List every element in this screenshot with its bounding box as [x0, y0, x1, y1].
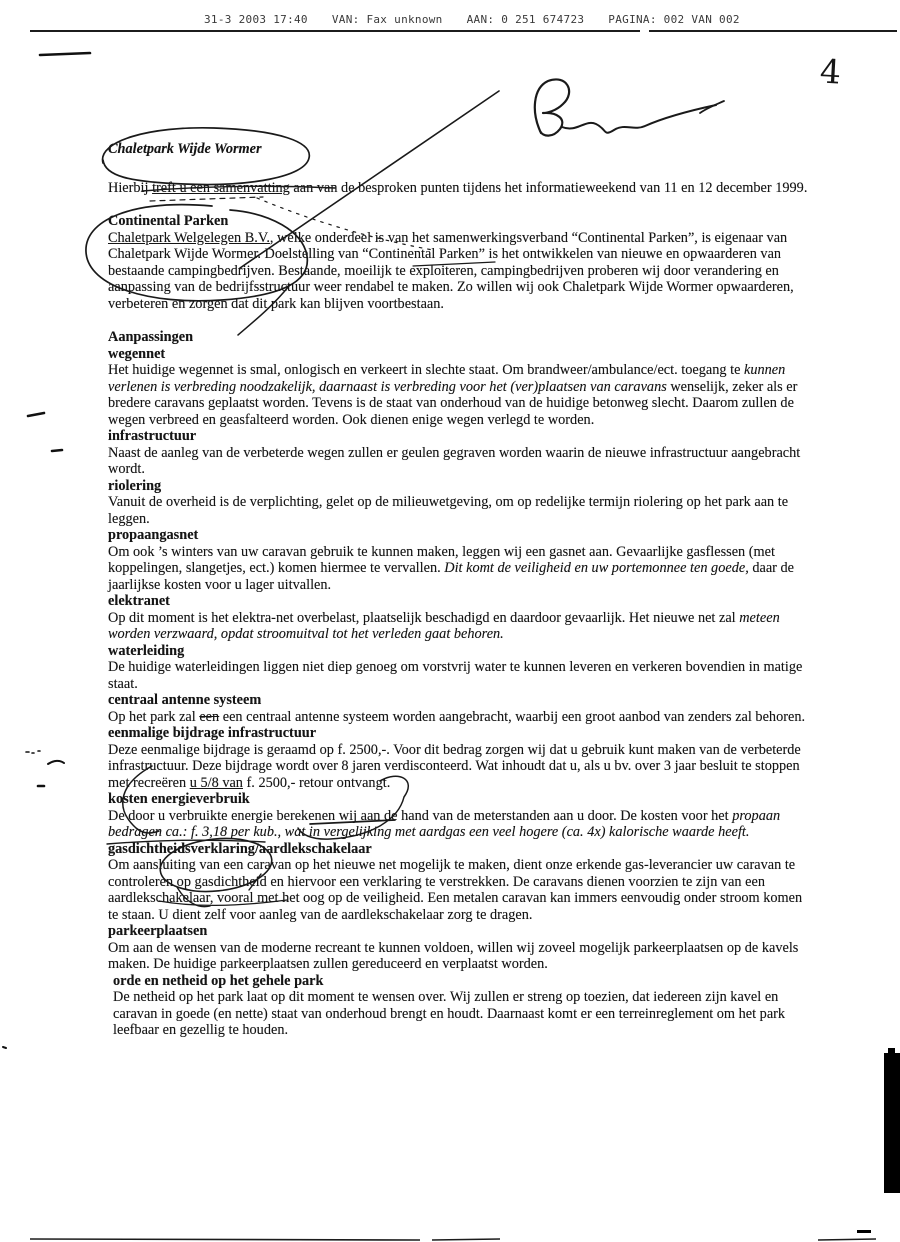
- section-heading: Continental Parken: [108, 213, 229, 229]
- text-run: Op het park zal: [108, 708, 200, 725]
- section-paragraph: [108, 610, 812, 643]
- header-rule: [30, 30, 897, 32]
- section-heading: parkeerplaatsen: [108, 923, 208, 939]
- text-run: u 5/8 van: [189, 774, 243, 791]
- text-run: een: [199, 708, 220, 725]
- text-run: treft u een samenvatting: [152, 179, 290, 196]
- section-paragraph: [108, 940, 812, 973]
- section-heading: riolering: [108, 477, 162, 494]
- section-paragraph: [108, 857, 812, 923]
- text-run: Het huidige wegennet is smal, onlogisch en verkeert in slechte staat. Om brandweer/ambulance/ect. toegang te: [108, 362, 744, 378]
- text-run: Op dit moment is het elektra-net overbelast, plaatselijk beschadigd en daardoor gevaarlijk. Het nieuwe net zal: [108, 609, 740, 626]
- text-run: daar de jaarlijkse kosten voor u lager uitvallen.: [108, 560, 795, 593]
- section-paragraph: [108, 180, 812, 197]
- section-heading: propaangasnet: [108, 527, 199, 543]
- text-run: Vanuit de overheid is de verplichting, gelet op de milieuwetgeving, om op redelijke termijn riolering op het park aan te leggen.: [108, 494, 789, 527]
- document-title: Chaletpark Wijde Wormer: [108, 141, 262, 157]
- fax-sender: VAN: Fax unknown: [331, 13, 443, 26]
- section-paragraph: [108, 445, 812, 478]
- text-run: Chaletpark Welgelegen B.V.: [108, 229, 270, 246]
- document-sections: [108, 180, 812, 1039]
- text-run: kunnen verlenen is verbreding noodzakelijk, daarnaast is verbreding voor het (ver)plaatsen van caravans: [108, 362, 786, 395]
- section-heading: wegennet: [108, 345, 166, 362]
- section-heading: waterleiding: [108, 642, 185, 659]
- fax-header: [204, 13, 740, 26]
- handwritten-page-number: 4: [818, 51, 842, 92]
- text-run: wenselijk, zeker als er bredere caravans geplaatst worden. Tevens is de staat van onderhoud van de huidige betonweg slecht. Daarom zullen de wegen verbreed en geasfalteerd worden. Ook dienen enige wegen verlegd te worden.: [108, 378, 798, 428]
- section-heading: Aanpassingen: [108, 329, 194, 345]
- fax-datetime: 31-3 2003 17:40: [204, 13, 308, 26]
- text-run: Deze eenmalige bijdrage is geraamd op f. 2500,-. Voor dit bedrag zorgen wij dat u gebruik kunt maken van de verbeterde infrastructuur. Deze bijdrage wordt over 8 jaren verdisconteerd. Wat inhoudt dat u, als u bv. over 3 jaar besluit te stoppen met recreëren: [108, 741, 801, 791]
- section-heading: orde en netheid op het gehele park: [113, 972, 324, 989]
- text-run: propaan bedragen ca.: f. 3,18 per kub., wat in vergelijking met aardgas een veel hogere (ca. 4x) kalorische waarde heeft.: [108, 807, 781, 840]
- section-paragraph: [108, 494, 812, 527]
- text-run: een centraal antenne systeem worden aangebracht, waarbij een groot aanbod van zenders zal behoren.: [219, 708, 806, 725]
- section-paragraph: [108, 808, 812, 841]
- text-run: Om aansluiting van een caravan op het nieuwe net mogelijk te maken, dient onze erkende gas-leverancier uw caravan te controleren op gasdichtheid en hiervoor een verklaring te verstrekken. De caravans dienen voorzien te zijn van een aardlekschakelaar, vooral met het oog op de veiligheid. Een metalen caravan kan immers eenvoudig onder stroom komen te staan. U dient zelf voor aanleg van de aardlekschakelaar zorg te dragen.: [108, 857, 803, 923]
- margin-dashes: [3, 53, 90, 1048]
- text-run: aan van de besproken punten tijdens het informatieweekend van 11 en 12 december 1999.: [289, 179, 808, 196]
- text-run: De huidige waterleidingen liggen niet diep genoeg om vorstvrij water te kunnen leveren en verkeren bovendien in matige staat.: [108, 659, 803, 692]
- section-heading: gasdichtheidsverklaring/aardlekschakelaar: [108, 840, 372, 857]
- bottom-scan-line: [30, 1239, 876, 1240]
- text-run: De netheid op het park laat op dit moment te wensen over. Wij zullen er streng op toezien, dat iedereen zijn kavel en caravan in goede (en nette) staat van onderhoud brengt en houdt. Daarnaast komt er een terreinreglement om het park leefbaar en gezellig te houden.: [113, 989, 786, 1038]
- section-paragraph: [108, 230, 812, 313]
- fax-page-count: PAGINA: 002 VAN 002: [608, 13, 740, 26]
- section-paragraph: [108, 742, 812, 792]
- section-paragraph: [108, 544, 812, 594]
- text-run: Om aan de wensen van de moderne recreant te kunnen voldoen, willen wij zoveel mogelijk parkeerplaatsen op de kavels maken. De huidige parkeerplaatsen zullen gereduceerd en verplaatst worden.: [108, 939, 799, 972]
- section-paragraph: [108, 989, 812, 1039]
- text-run: Dit komt de veiligheid en uw portemonnee ten goede,: [444, 560, 749, 576]
- text-run: meteen worden verzwaard, opdat stroomuitval tot het verleden gaat behoren.: [108, 609, 780, 642]
- text-run: Hierbij: [108, 179, 153, 196]
- text-run: , welke onderdeel is van het samenwerkingsverband “Continental Parken”, is eigenaar van Chaletpark Wijde Wormer. Doelstelling van “Continental Parken” is het ontwikkelen van nieuwe en opwaarderen van bestaande campingbedrijven. Bestaande, moeilijk te exploiteren, campingbedrijven proberen wij door verandering en aanpassing van de bedrijfsstructuur weer rendabel te maken. Zo willen wij ook Chaletpark Wijde Wormer opwaarderen, verbeteren en zorgen dat dit park kan blijven voortbestaan.: [108, 229, 794, 312]
- document-body: [108, 141, 812, 1039]
- text-run: Naast de aanleg van de verbeterde wegen zullen er geulen gegraven worden waarin de nieuwe infrastructuur aangebracht wordt.: [108, 444, 801, 477]
- section-heading: eenmalige bijdrage infrastructuur: [108, 725, 317, 741]
- scan-black-bar: [857, 1048, 900, 1233]
- text-run: Om ook ’s winters van uw caravan gebruik te kunnen maken, leggen wij een gasnet aan. Gevaarlijke gasflessen (met koppelingen, slangetjes, ect.) komen hiermee te vervallen.: [108, 543, 775, 576]
- section-heading: infrastructuur: [108, 428, 197, 444]
- section-heading: centraal antenne systeem: [108, 692, 262, 708]
- section-paragraph: [108, 362, 812, 428]
- section-heading: elektranet: [108, 593, 170, 609]
- section-heading: kosten energieverbruik: [108, 791, 250, 807]
- text-run: De door u verbruikte energie berekenen wij aan de hand van de meterstanden aan u door. De kosten voor het: [108, 807, 733, 824]
- section-paragraph: [108, 709, 812, 726]
- section-paragraph: [108, 659, 812, 692]
- signature-scribble: [535, 79, 724, 135]
- fax-recipient: AAN: 0 251 674723: [466, 13, 585, 26]
- text-run: f. 2500,- retour ontvangt.: [242, 774, 391, 791]
